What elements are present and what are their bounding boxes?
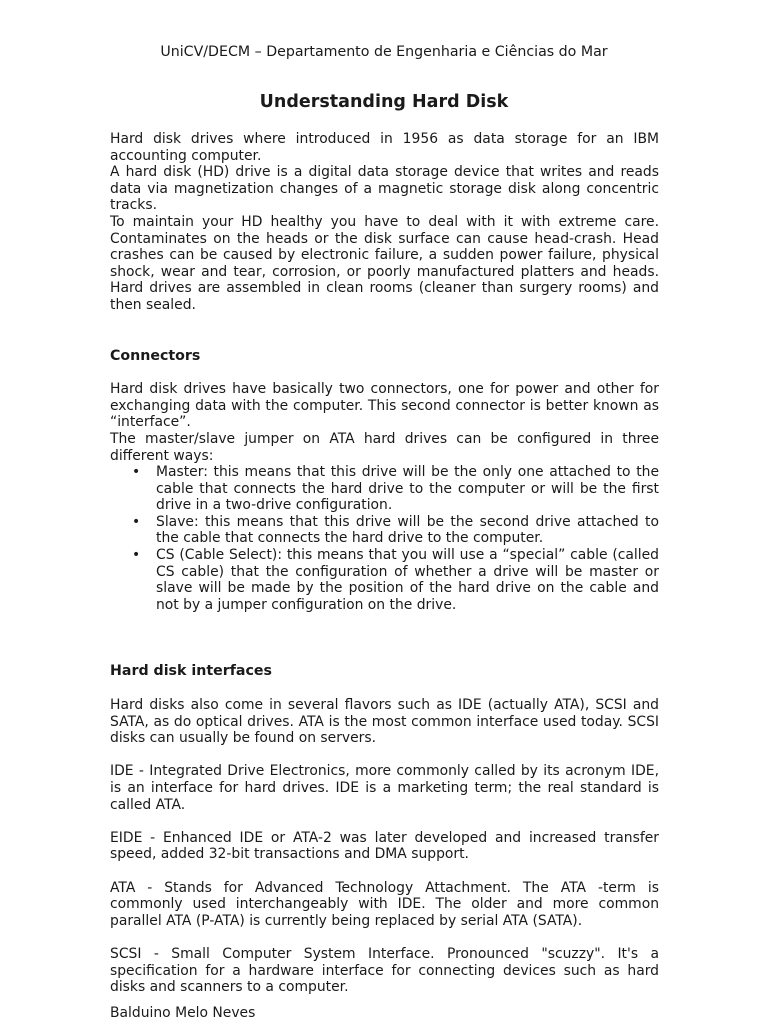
interfaces-paragraph: IDE - Integrated Drive Electronics, more commonly called by its acronym IDE, is an interface for hard drives. IDE is a marketing term; the real standard is called ATA.: [110, 763, 659, 813]
bullet-icon: •: [132, 464, 141, 481]
interfaces-paragraph: EIDE - Enhanced IDE or ATA-2 was later developed and increased transfer speed, added 32-bit transactions and DMA support.: [110, 829, 659, 863]
list-item: [132, 464, 659, 514]
interfaces-heading: Hard disk interfaces: [110, 663, 272, 680]
interfaces-paragraph: Hard disks also come in several flavors such as IDE (actually ATA), SCSI and SATA, as do optical drives. ATA is the most common interface used today. SCSI disks can usually be found on servers.: [110, 697, 659, 747]
document-body: [110, 131, 659, 996]
list-item-text: Master: this means that this drive will be the only one attached to the cable that connects the hard drive to the computer or will be the first drive in a two-drive configuration.: [156, 464, 659, 514]
jumper-options-list: [110, 464, 659, 613]
list-item: [132, 547, 659, 613]
intro-paragraph: To maintain your HD healthy you have to deal with it with extreme care. Contaminates on the heads or the disk surface can cause head-crash. Head crashes can be caused by electronic failure, a sudden power failure, physical shock, wear and tear, corrosion, or poorly manufactured platters and heads. Hard drives are assembled in clean rooms (cleaner than surgery rooms) and then sealed.: [110, 213, 659, 313]
document-title: Understanding Hard Disk: [259, 92, 509, 112]
bullet-icon: •: [132, 547, 141, 564]
intro-paragraph: Hard disk drives where introduced in 1956 as data storage for an IBM accounting computer.: [110, 131, 659, 164]
page-footer-author: Balduino Melo Neves: [110, 1005, 256, 1021]
page-header: UniCV/DECM – Departamento de Engenharia e Ciências do Mar: [160, 44, 608, 60]
intro-paragraph: A hard disk (HD) drive is a digital data storage device that writes and reads data via magnetization changes of a magnetic storage disk along concentric tracks.: [110, 164, 659, 214]
connectors-paragraph: Hard disk drives have basically two connectors, one for power and other for exchanging data with the computer. This second connector is better known as “interface”.: [110, 381, 659, 431]
list-item-text: Slave: this means that this drive will be the second drive attached to the cable that connects the hard drive to the computer.: [156, 513, 659, 547]
bullet-icon: •: [132, 513, 141, 530]
connectors-heading: Connectors: [110, 347, 201, 364]
connectors-paragraph: The master/slave jumper on ATA hard drives can be configured in three different ways:: [110, 430, 659, 464]
interfaces-paragraph: SCSI - Small Computer System Interface. Pronounced "scuzzy". It's a specification for a hardware interface for connecting devices such as hard disks and scanners to a computer.: [110, 945, 659, 996]
list-item: [132, 513, 659, 547]
list-item-text: CS (Cable Select): this means that you will use a “special” cable (called CS cable) that the configuration of whether a drive will be master or slave will be made by the position of the hard drive on the cable and not by a jumper configuration on the drive.: [156, 547, 659, 613]
interfaces-paragraph: ATA - Stands for Advanced Technology Attachment. The ATA -term is commonly used interchangeably with IDE. The older and more common parallel ATA (P-ATA) is currently being replaced by serial ATA (SATA).: [110, 879, 659, 929]
